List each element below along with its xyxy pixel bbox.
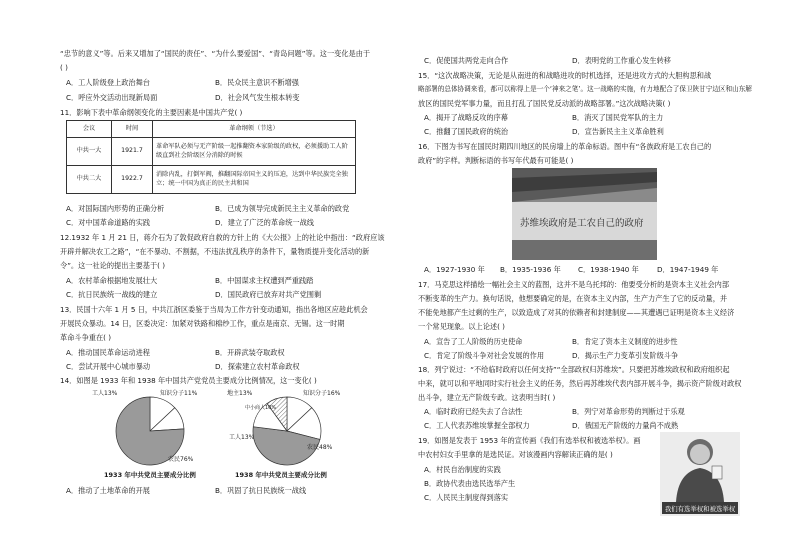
- q15-option-c: C．推翻了国民政府的统治: [424, 127, 509, 136]
- q15-stem-line: 放区的国民党军事力量，而且打乱了国民党反动派的战略部署。”这次战略决策( ): [418, 99, 671, 108]
- slogan-wall-photo: [512, 168, 657, 260]
- q10-paren: ( ): [60, 63, 68, 72]
- q11-option-a: A．对国际国内形势的正确分析: [66, 204, 165, 213]
- pie-label-0: 工人13%: [92, 390, 118, 397]
- q17-option-c: C．肯定了阶级斗争对社会发展的作用: [424, 351, 545, 360]
- q15-stem-line: 15．“这次战略决策，无论是从南进的和战略进攻的时机选择，还是进攻方式的大胆构思和战: [418, 71, 712, 80]
- q14-stem: 14．如图是 1933 年和 1938 年中国共产党党员主要成分比例情况，这一变化( ): [60, 376, 317, 385]
- q17-option-d: D．揭示生产力变革引发阶级斗争: [572, 351, 679, 360]
- pie-caption-1938: 1938 年中共党员主要成分比例: [235, 471, 327, 479]
- q18-stem-line: 18．列宁说过：“不给临时政府以任何支持”“全部政权归苏维埃”。只要把苏维埃政权和政府组织起: [418, 365, 730, 374]
- q16-option-d: D．1947-1949 年: [657, 265, 719, 274]
- q12-option-a: A．农村革命根据地发展壮大: [66, 276, 158, 285]
- q18-option-d: D．俄国无产阶级的力量尚不成熟: [572, 421, 679, 430]
- q19-stem-line: 中农村妇女手里拿的是选民证。对该漫画内容解读正确的是( ): [418, 450, 613, 459]
- q15-option-a: A．揭开了战略反攻的序幕: [424, 113, 508, 122]
- q15-option-b: B．消灭了国民党军队的主力: [572, 113, 664, 122]
- q12-option-b: B．中国谋求主权遭到严重践踏: [215, 276, 314, 285]
- q11-option-c: C．对中国革命道路的实践: [66, 218, 151, 227]
- q13-option-b: B．开辟武装夺取政权: [215, 348, 285, 357]
- pie-caption-1933: 1933 年中共党员主要成分比例: [104, 471, 196, 479]
- q13-stem-line: 13．民国十六年 1 月 5 日，中共江浙区委鉴于当局为工作方针变动通知，指出各地区应趁此机会: [60, 305, 368, 314]
- poster-caption: 我们有选举权和被选举权: [664, 505, 736, 513]
- pie-label-3: 工人13%: [229, 434, 255, 441]
- q12-option-c: C．抗日民族统一战线的建立: [66, 290, 158, 299]
- q17-stem-line: 不断变革的生产力。换句话说，他想要确定的是，在资本主义内部，生产力产生了它的反动量，并: [418, 294, 728, 303]
- q18-stem-line: 出斗争，建立无产阶级专政。这表明当时( ): [418, 393, 556, 402]
- q11-stem: 11．影响下表中革命纲领变化的主要因素是中国共产党( ): [60, 108, 243, 117]
- q17-option-b: B．肯定了资本主义制度的进步性: [572, 337, 678, 346]
- table-row: 中共一大 1921.7 革命军队必须与无产阶级一起推翻资本家阶级的政权，必须援助工人阶级直到社会阶级区分消除的时候: [67, 138, 356, 166]
- table-row: 中共二大 1922.7 消除内乱，打倒军阀，推翻国际帝国主义的压迫，达到中华民族完全独立；统一中国为真正的民主共和国: [67, 166, 356, 194]
- pie-label-1: 知识分子11%: [160, 390, 198, 397]
- election-poster: [660, 432, 740, 516]
- pie-label-1: 知识分子16%: [303, 390, 341, 397]
- q17-stem-line: 不能免地都产生过剩的生产，以致造成了对其的依赖者和封建制度——其遭遇已证明是资本主义经济: [418, 308, 735, 317]
- q15-stem-line: 略部署的总体协调来看，都可以称得上是一个‘神来之笔’。这一战略的实施，有力地配合了保卫陕甘宁边区和山东解: [418, 85, 752, 93]
- q16-option-b: B．1935-1936 年: [500, 265, 561, 274]
- q16-option-c: C．1938-1940 年: [578, 265, 639, 274]
- q10-option-a: A．工人阶级登上政治舞台: [66, 78, 150, 87]
- q16-stem-line: 16．下图为书写在国民时期四川地区的民房墙上的革命标语。图中有“各族政府是工农自己的: [418, 142, 712, 151]
- q16-stem-line: 政府”的字样。判断标语的书写年代最有可能是( ): [418, 156, 574, 165]
- q12-stem-line: 开辟并解决农工之路”，“在不暴动、不割据，不违法扰乱秩序的条件下，量物质提升变化活动的新: [60, 247, 370, 256]
- q19-stem-line: 19．如图是发表于 1953 年的宣传画《我们有选举权和被选举权》。画: [418, 436, 641, 445]
- q16-option-a: A．1927-1930 年: [424, 265, 485, 274]
- q15-option-d: D．宣告新民主主义革命胜利: [572, 127, 664, 136]
- q14-option-b: B．巩固了抗日民族统一战线: [215, 486, 307, 495]
- q13-option-a: A．推动国民革命运动进程: [66, 348, 150, 357]
- q12-option-d: D．国民政府已放弃对共产党围剿: [215, 290, 322, 299]
- table-header: 会议: [67, 121, 112, 138]
- q18-option-b: B．列宁对革命形势的判断过于乐观: [572, 407, 685, 416]
- q18-option-c: C．工人代表苏维埃掌握全部权力: [424, 421, 530, 430]
- pie-chart-1938: [225, 387, 350, 469]
- q17-stem-line: 17．马克思这样描绘一幅社会主义的蓝图，这并不是乌托邦的：他要受分析的是资本主义社会内部: [418, 280, 730, 289]
- pie-label-4: 中小商人10%: [245, 405, 277, 411]
- q14-option-a: A．推动了土地革命的开展: [66, 486, 150, 495]
- q12-stem-line: 令”。这一社论的提出主要基于( ): [60, 261, 166, 270]
- pie-label-0: 地主13%: [227, 390, 253, 397]
- q11-table: [66, 120, 356, 194]
- q13-option-d: D．探索建立农村革命政权: [215, 362, 300, 371]
- q13-option-c: C．尝试开展中心城市暴动: [66, 362, 151, 371]
- q19-option-c: C．人民民主制度得到落实: [424, 493, 509, 502]
- q14-option-d: D．表明党的工作重心发生转移: [572, 56, 671, 65]
- q10-stem-line: “忠节的意义”等。后来又增加了“国民的责任”、“为什么要爱国”、“青岛问题”等。这一变化是由于: [60, 49, 371, 58]
- slogan-text: 苏维埃政府是工农自己的政府: [520, 218, 644, 229]
- q14-option-c: C．促使国共两党走向合作: [424, 56, 509, 65]
- q11-option-d: D．建立了广泛的革命统一战线: [215, 218, 314, 227]
- q17-option-a: A．宣告了工人阶级的历史使命: [424, 337, 523, 346]
- pie-label-2: 农民76%: [168, 456, 194, 463]
- q13-stem-line: 开展民众暴动。14 日，区委决定：加紧对铁路和棉纱工作，重点是南京、无锡。这一时期: [60, 319, 345, 328]
- q10-option-b: B．民众民主意识不断增强: [215, 78, 299, 87]
- table-header: 革命纲领（节选）: [153, 121, 356, 138]
- q11-option-b: B．已成为领导完成新民主主义革命的政党: [215, 204, 350, 213]
- q10-option-d: D．社会风气发生根本转变: [215, 93, 300, 102]
- q19-option-a: A．村民自治制度的实践: [424, 465, 501, 474]
- q18-stem-line: 中来，就可以和平地同时实行社会主义的任务，然后再苏维埃代表内部开展斗争，揭示资产阶级对政权: [418, 379, 742, 388]
- q12-stem-line: 12.1932 年 1 月 21 日，蒋介石为了敦促政府自救的方针上的《大公报》上的社论中指出：“政府应该: [60, 233, 385, 242]
- q18-option-a: A．临时政府已经失去了合法性: [424, 407, 523, 416]
- pie-chart-1933: [90, 387, 210, 469]
- table-header: 时间: [112, 121, 153, 138]
- q10-option-c: C．呼应外交活动出现新局面: [66, 93, 158, 102]
- q17-stem-line: 一个常见现象。以上论述( ): [418, 322, 505, 331]
- pie-label-2: 农民48%: [307, 444, 333, 451]
- q19-option-b: B．政协代表由选民选举产生: [424, 479, 516, 488]
- q13-stem-line: 革命斗争重在( ): [60, 333, 112, 342]
